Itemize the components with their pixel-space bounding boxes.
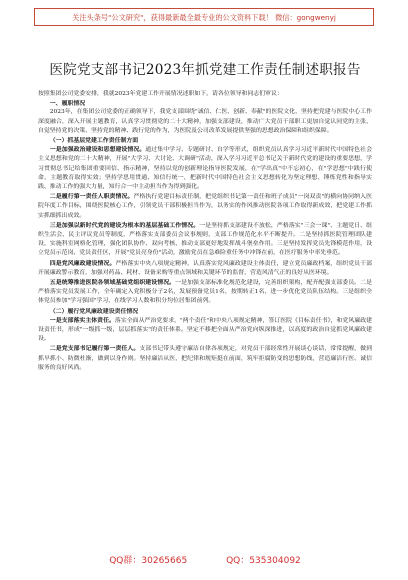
paragraph-text: 落实全面从严治党要求，"两个责任"和中央八项规定精神，签订医院《目标责任书》，和党风廉政建设责任书，形成"一级抓一级，层层抓落实"的责任体系。坚定不移把全面从严治党向纵深推进，以高度的政治自觉抓党风廉政建设。 — [38, 317, 372, 343]
document-body — [38, 90, 372, 548]
paragraph-lead: 一是加强政治建设和思想建设情况。 — [49, 146, 146, 154]
paragraph — [38, 145, 372, 192]
paragraph — [38, 259, 372, 278]
paragraph — [38, 221, 372, 259]
paragraph — [38, 192, 372, 221]
contact-footer — [40, 553, 370, 569]
paragraph-lead: 一是支部落实主体责任。 — [49, 316, 115, 324]
paragraph-text: 一是坚持抓支部建设不放松，严格落实"三会一课"、主题党日、组织生活会、民主评议党员等制度，严格落实支部委员会议事规则，支部工作规范化水平不断提升。二是坚持抓医院管理团队建设，实施科室网格化管理，强化团队协作、双向考核，推动支部更好地发挥战斗堡垒作用。三是坚持发挥党员先锋模范作用，设立党员示范岗、党员责任区，开展"党员亮身份"活动，激励党员在急难险重任务中冲锋在前，在医疗服务中率先垂范。 — [38, 222, 372, 257]
paragraph — [38, 278, 372, 307]
paragraph-text: 通过集中学习、专题研讨、自学等形式，组织党员认真学习习近平新时代中国特色社会主义思想和党的二十大精神，开展"大学习、大讨论、大调研"活动，深入学习习近平总书记关于新时代党的建设的重要思想，学习贯彻总书记给集团重要回信、指示精神，坚持以党的创新理论指导医院发展，在"学出真"中不忘初心，在"学思想"中践行使命，主题教育取得实效；坚持学思用贯通、知信行统一，把新时代中国特色社会主义思想转化为坚定理想、锤炼党性和指导实践、推动工作的强大力量，知行合一中主动担当作为得到强化。 — [38, 147, 372, 191]
qq-contact: QQ：535304092 — [226, 556, 301, 566]
paragraph-text: 严格落实中央八项规定精神，认真落实党风廉政建设主体责任，建立党员廉政档案，组织党员干部开展廉政警示教育，加强对药品、耗材、设备采购等重点领域和关键环节的监督，营造风清气正的良好从医环境。 — [38, 260, 372, 276]
paragraph-lead: 三是加强以新时代党的建设为根本的基层基础工作情况。 — [49, 221, 200, 229]
salutation: 按照集团公司党委安排，我就2023年党建工作开展情况述职如下，请各位领导和同志们审议： — [38, 91, 283, 97]
promo-banner: 关注头条号"公文研究"，获得最新最全最专业的公文资料下载！ 微信：gongwenyj — [34, 8, 374, 26]
paragraph-lead: 五是统筹推进医院各领域基础党组织建设情况。 — [49, 279, 176, 287]
document-title: 医院党支部书记2023年抓党建工作责任制述职报告 — [49, 62, 361, 78]
section-heading: 一、履职情况 — [49, 100, 86, 108]
sub-heading: （一）抓基层党建工作责任制方面 — [49, 137, 139, 145]
paragraph — [38, 344, 372, 373]
paragraph-lead: 二是履行第一责任人职责情况。 — [49, 193, 134, 201]
paragraph: 2023年，在集团公司党委的正确领导下，我党支部围绕"诚信、仁医、创新、奉献"的医院文化，坚持把党建与医院中心工作深度融合，深入开展主题教育，认真学习贯彻党的二十大精神，加强支部建设，推动广大党员干部职工更加自觉认同党的主张，自觉坚持党的决策、坚持党的精神、践行党的作为，为医院及公司改革发展提供坚强的思想政治保障和组织保障。 — [38, 109, 372, 134]
sub-heading: （二）履行党风廉政建设责任情况 — [49, 307, 139, 315]
paragraph-text: 支部书记带头遵守廉洁自律各项规定，对党员干部经常性开展谈心谈话，常常提醒，做到抓早抓小、防微杜渐，做到以身作则。坚持廉洁从医，把纪律和规矩挺在前面，筑牢拒腐防变的思想防线，营造廉洁行医、诚信服务的良好风尚。 — [38, 346, 372, 371]
qq-group: QQ群：30265665 — [109, 556, 188, 566]
paragraph-text: 严格执行党建目标责任制，把党组织书记第一责任和班子成员"一岗双责"的横向协同纳入医院年度工作目标，围绕医院核心工作，引领党员干部积极担当作为，以务实的作风推动医院各项工作取得新成效，把党建工作抓实抓细抓出成效。 — [38, 194, 372, 219]
paragraph-lead: 二是党支部书记履行第一责任人。 — [49, 345, 140, 353]
paragraph — [38, 316, 372, 345]
paragraph-text: 一是加强支部标准化规范化建设，完善组织架构，配齐配强支部委员。二是严格落实党员发展工作，全年确定入党积极分子2名，发展预备党员1名，按期转正1名，进一步优化党员队伍结构。三是组织全体党员参加"学习强国"学习，在线学习人数和积分均位居集团前列。 — [38, 280, 372, 305]
paragraph-lead: 四是党风廉政建设情况。 — [49, 259, 116, 267]
